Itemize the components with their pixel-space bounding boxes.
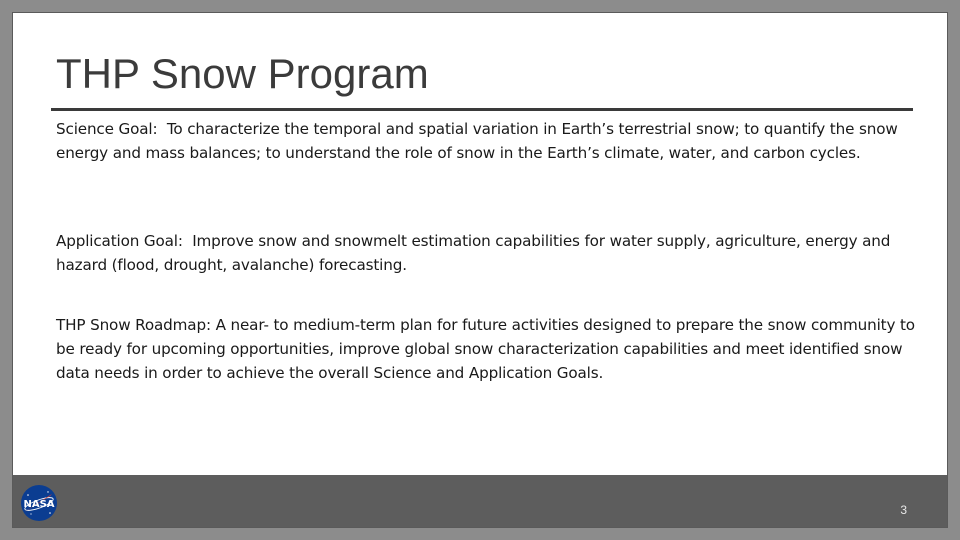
- roadmap-text: A near- to medium-term plan for future activities designed to prepare the snow community to be ready for upcoming opportunities, improve global snow characterization capabilities and meet identified snow data needs in order to achieve the overall Science and Application Goals.: [56, 316, 920, 382]
- footer-bar: [13, 475, 947, 527]
- science-goal-label: Science Goal:: [56, 120, 158, 138]
- application-goal-text: Improve snow and snowmelt estimation capabilities for water supply, agriculture, energy and hazard (flood, drought, avalanche) forecasting.: [56, 232, 895, 274]
- svg-text:NASA: NASA: [23, 499, 55, 510]
- science-goal-paragraph: [56, 117, 931, 165]
- nasa-logo-icon: [19, 483, 59, 523]
- page-number: 3: [900, 503, 907, 517]
- title-divider: [51, 108, 913, 111]
- slide-title: THP Snow Program: [56, 50, 429, 97]
- roadmap-label: THP Snow Roadmap:: [56, 316, 211, 334]
- application-goal-label: Application Goal:: [56, 232, 183, 250]
- slide: [12, 12, 948, 528]
- application-goal-paragraph: [56, 229, 931, 277]
- roadmap-paragraph: [56, 313, 931, 385]
- science-goal-text: To characterize the temporal and spatial variation in Earth’s terrestrial snow; to quantify the snow energy and mass balances; to understand the role of snow in the Earth’s climate, water, and carbon cycles.: [56, 120, 903, 162]
